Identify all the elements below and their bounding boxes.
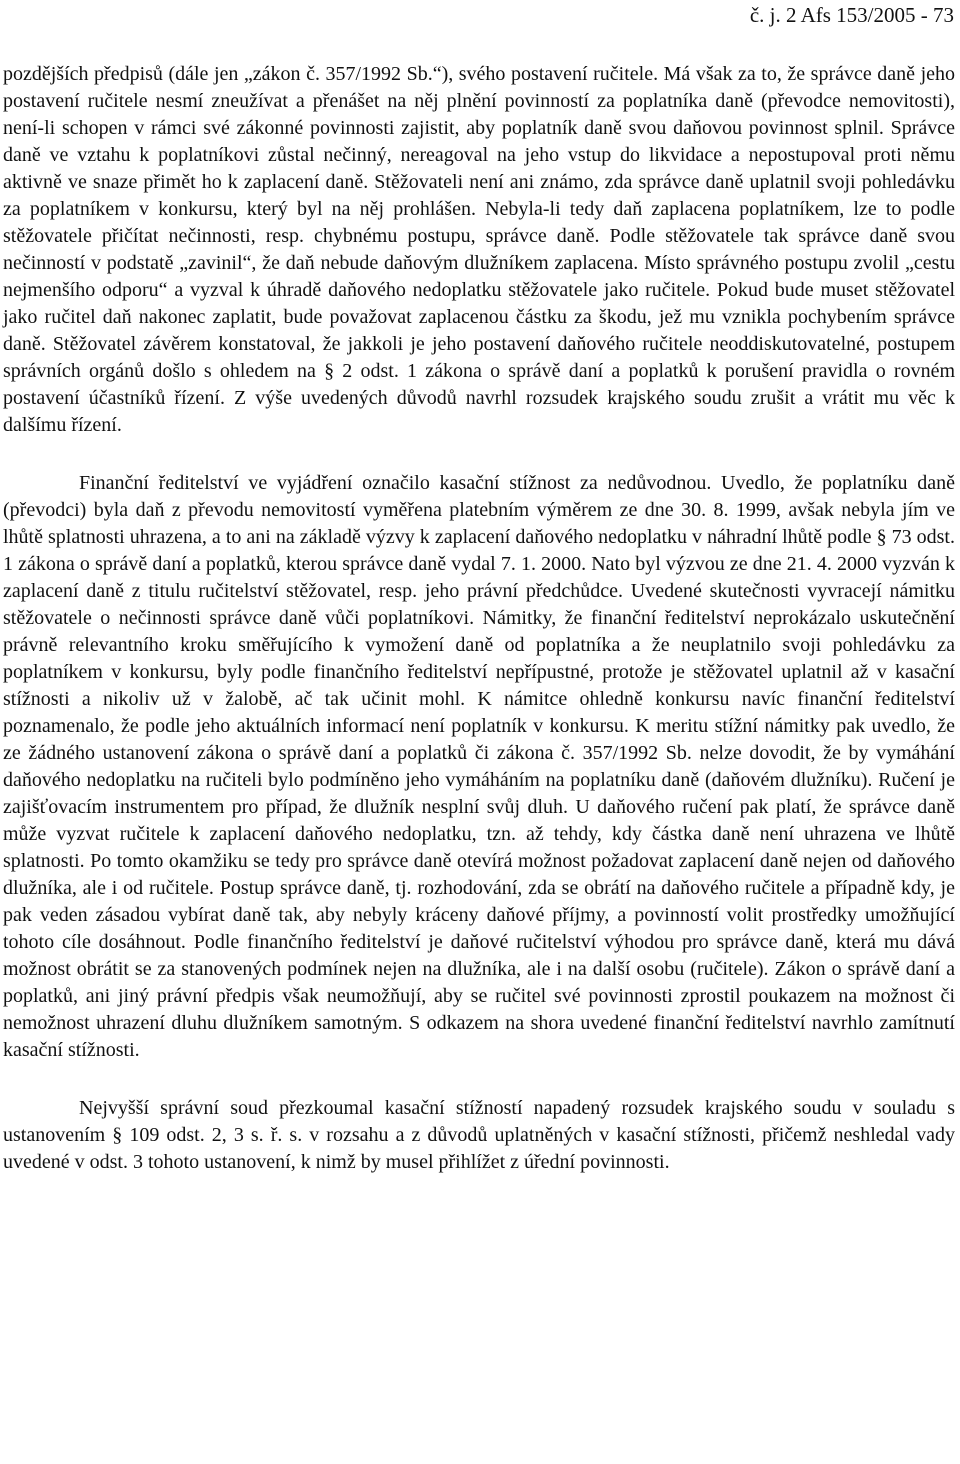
paragraph-financial-directorate: Finanční ředitelství ve vyjádření označilo kasační stížnost za nedůvodnou. Uvedlo, že poplatníku daně (převodci) byla daň z převodu nemovitostí vyměřena platebním výměrem ze dne 30. 8. 1999, avšak nebyla jím ve lhůtě splatnosti uhrazena, a to ani na základě výzvy k zaplacení daňového nedoplatku v náhradní lhůtě podle § 73 odst. 1 zákona o správě daní a poplatků, kterou správce daně vydal 7. 1. 2000. Nato byl výzvou ze dne 21. 4. 2000 vyzván k zaplacení daně z titulu ručitelství stěžovatel, resp. jeho právní předchůdce. Uvedené skutečnosti vyvracejí námitku stěžovatele o nečinnosti správce daně vůči poplatníkovi. Námitky, že finanční ředitelství neprokázalo uskutečnění právně relevantního kroku směřujícího k vymožení daně od poplatníka a že neuplatnilo svoji pohledávku za poplatníkem v konkursu, byly podle finančního ředitelství nepřípustné, protože je stěžovatel uplatnil až v kasační stížnosti a nikoliv už v žalobě, ač tak učinit mohl. K námitce ohledně konkursu navíc finanční ředitelství poznamenalo, že podle jeho aktuálních informací není poplatník v konkursu. K meritu stížní námitky pak uvedlo, že ze žádného ustanovení zákona o správě daní a poplatků či zákona č. 357/1992 Sb. nelze dovodit, že by vymáhání daňového nedoplatku na ručiteli bylo podmíněno jeho vymáháním na poplatníku daně (daňovém dlužníku). Ručení je zajišťovacím instrumentem pro případ, že dlužník nesplní svůj dluh. U daňového ručení pak platí, že správce daně může vyzvat ručitele k zaplacení daňového nedoplatku, tzn. až tehdy, kdy částka daně není uhrazena ve lhůtě splatnosti. Po tomto okamžiku se tedy pro správce daně otevírá možnost požadovat zaplacení daně nejen od daňového dlužníka, ale i od ručitele. Postup správce daně, tj. rozhodování, zda se obrátí na daňového ručitele a případně kdy, je pak veden zásadou vybírat daně tak, aby nebyly kráceny daňové příjmy, a povinností volit prostředky umožňující tohoto cíle dosáhnout. Podle finančního ředitelství je daňové ručitelství výhodou pro správce daně, která mu dává možnost obrátit se za stanovených podmínek nejen na dlužníka, ale i na další osobu (ručitele). Zákon o správě daní a poplatků, ani jiný právní předpis však neumožňují, aby se ručitel své povinnosti zprostil poukazem na možnost či nemožnost uhrazení dluhu dlužníkem samotným. S odkazem na shora uvedené finanční ředitelství navrhlo zamítnutí kasační stížnosti.: [3, 472, 955, 1061]
paragraph-supreme-court: Nejvyšší správní soud přezkoumal kasační stížností napadený rozsudek krajského soudu v souladu s ustanovením § 109 odst. 2, 3 s. ř. s. v rozsahu a z důvodů uplatněných v kasační stížnosti, přičemž neshledal vady uvedené v odst. 3 tohoto ustanovení, k nimž by musel přihlížet z úřední povinnosti.: [3, 1097, 955, 1173]
paragraph-gap: [3, 1064, 955, 1095]
paragraph-gap: [3, 439, 955, 470]
document-body: [3, 61, 955, 1176]
paragraph-continuation: pozdějších předpisů (dále jen „zákon č. 357/1992 Sb.“), svého postavení ručitele. Má však za to, že správce daně jeho postavení ručitele nesmí zneužívat a přenášet na něj plnění povinností za poplatníka daně (převodce nemovitosti), není-li schopen v rámci své zákonné povinnosti zajistit, aby poplatník daně svou daňovou povinnost splnil. Správce daně ve vztahu k poplatníkovi zůstal nečinný, nereagoval na jeho vstup do likvidace a nepostupoval proti němu aktivně ve snaze přimět ho k zaplacení daně. Stěžovateli není ani známo, zda správce daně uplatnil svoji pohledávku za poplatníkem v konkursu, který byl na něj prohlášen. Nebyla-li tedy daň zaplacena poplatníkem, lze to podle stěžovatele přičítat nečinnosti, resp. chybnému postupu, správce daně. Podle stěžovatele tak správce daně svou nečinností v podstatě „zavinil“, že daň nebude daňovým dlužníkem zaplacena. Místo správného postupu zvolil „cestu nejmenšího odporu“ a vyzval k úhradě daňového nedoplatku stěžovatele jako ručitele. Pokud bude muset stěžovatel jako ručitel daň nakonec zaplatit, bude považovat zaplacenou částku za škodu, jež mu vznikla pochybením správce daně. Stěžovatel závěrem konstatoval, že jakkoli je jeho postavení daňového ručitele neoddiskutovatelné, postupem správních orgánů došlo s ohledem na § 2 odst. 1 zákona o správě daní a poplatků k porušení pravidla o rovném postavení účastníků řízení. Z výše uvedených důvodů navrhl rozsudek krajského soudu zrušit a vrátit mu věc k dalšímu řízení.: [3, 63, 955, 436]
case-reference: č. j. 2 Afs 153/2005 - 73: [749, 3, 954, 27]
